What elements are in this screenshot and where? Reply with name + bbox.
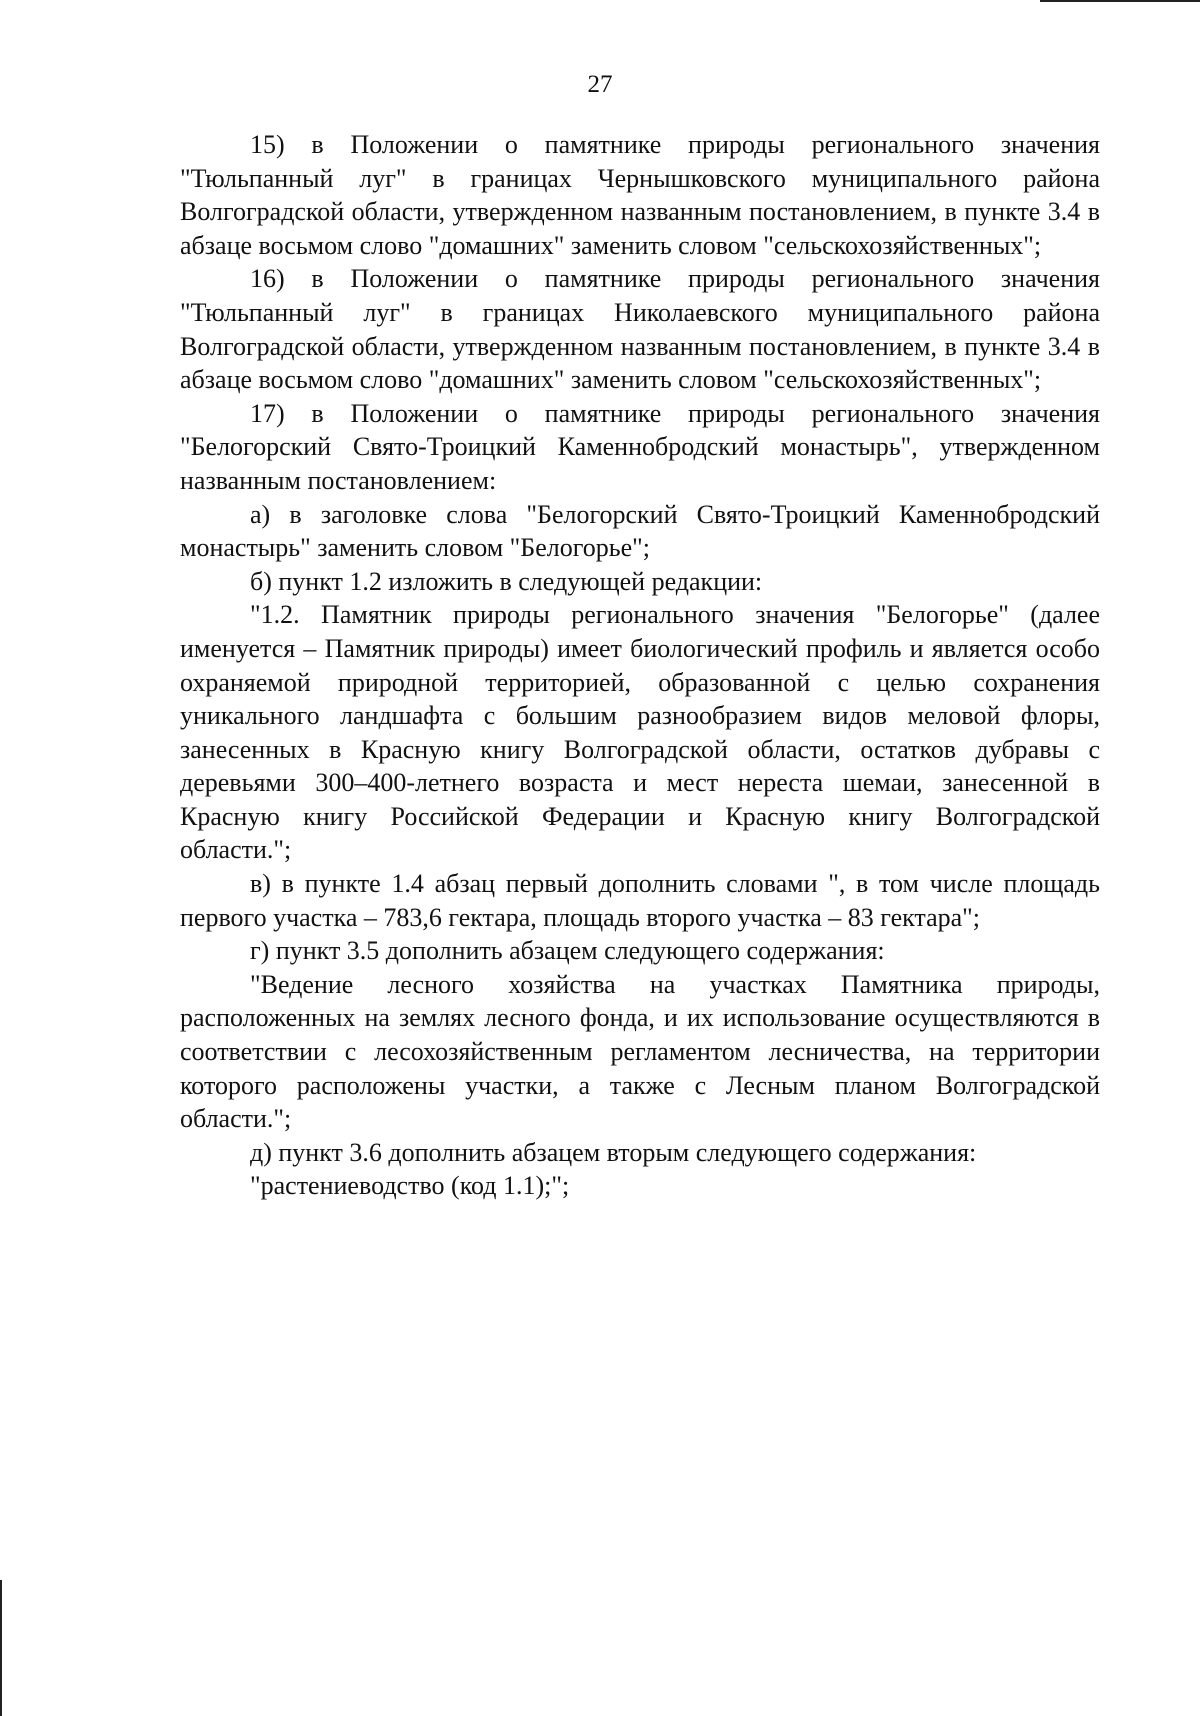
paragraph-quote-3-6: "растениеводство (код 1.1);"; [250,1171,570,1201]
document-body [180,128,1100,1203]
scan-edge-left [0,1580,2,1716]
paragraph-quote-3-5: "Ведение лесного хозяйства на участках Памятника природы, расположенных на землях лесного фонда, и их использование осуществляются в соответствии с лесохозяйственным регламентом лесничества, на территории которого расположены участки, а также с Лесным планом Волгоградской области."; [180,969,1100,1134]
paragraph-subitem-b: б) пункт 1.2 изложить в следующей редакции: [250,566,763,596]
page-number: 27 [587,71,613,98]
paragraph-quote-1-2: "1.2. Памятник природы регионального значения "Белогорье" (далее именуется – Памятник природы) имеет биологический профиль и является особо охраняемой природной территорией, образованной с целью сохранения уникального ландшафта с большим разнообразием видов меловой флоры, занесенных в Красную книгу Волгоградской области, остатков дубравы с деревьями 300–400-летнего возраста и мест нереста шемаи, занесенной в Красную книгу Российской Федерации и Красную книгу Волгоградской области."; [180,600,1100,865]
paragraph-item-15: 15) в Положении о памятнике природы регионального значения "Тюльпанный луг" в границах Чернышковского муниципального района Волгоградской области, утвержденном названным постановлением, в пункте 3.4 в абзаце восьмом слово "домашних" заменить словом "сельскохозяйственных"; [180,130,1100,260]
scan-edge-top [1040,0,1200,2]
paragraph-item-17: 17) в Положении о памятнике природы регионального значения "Белогорский Свято-Троицкий Каменнобродский монастырь", утвержденном названным постановлением: [180,398,1100,495]
paragraph-item-16: 16) в Положении о памятнике природы регионального значения "Тюльпанный луг" в границах Николаевского муниципального района Волгоградской области, утвержденном названным постановлением, в пункте 3.4 в абзаце восьмом слово "домашних" заменить словом "сельскохозяйственных"; [180,264,1100,395]
paragraph-subitem-v: в) в пункте 1.4 абзац первый дополнить словами ", в том числе площадь первого участка – 783,6 гектара, площадь второго участка – 83 гектара"; [180,869,1100,932]
paragraph-subitem-g: г) пункт 3.5 дополнить абзацем следующего содержания: [250,936,885,966]
paragraph-subitem-a: а) в заголовке слова "Белогорский Свято-Троицкий Каменнобродский монастырь" заменить словом "Белогорье"; [180,499,1100,563]
paragraph-subitem-d: д) пункт 3.6 дополнить абзацем вторым следующего содержания: [250,1137,977,1167]
